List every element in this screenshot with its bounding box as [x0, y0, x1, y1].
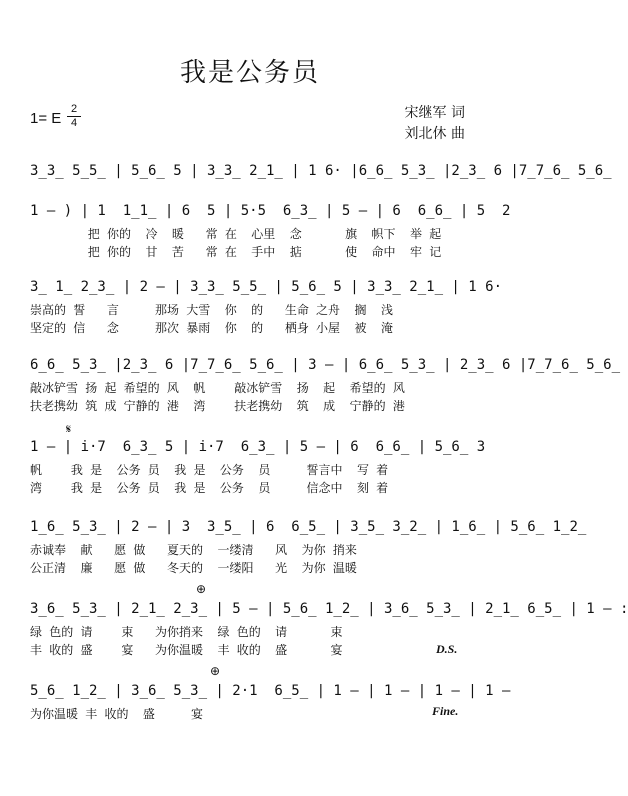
- lyric-verse-1: 绿 色的 请 束 为你捎来 绿 色的 请 束: [30, 625, 343, 639]
- lyric-verse-2: 把 你的 甘 苦 常 在 手中 掂 使 命中 牢 记: [30, 245, 442, 259]
- note-line: 5̲6̲ 1̲2̲ | 3̲6̲ 5̲3̲ | 2·1 6̲5̲ | 1 – | 1 – | 1 – | 1 –: [30, 683, 511, 699]
- note-line: 3̲ 1̲ 2̲3̲ | 2 – | 3̲3̲ 5̲5̲ | 5̲6̲ 5 | 3̲3̲ 2̲1̲ | 1 6·: [30, 279, 503, 295]
- lyric-verse-2: 公正清 廉 愿 做 冬天的 一缕阳 光 为你 温暖: [30, 561, 357, 575]
- lyric-verse-1: 帆 我 是 公务 员 我 是 公务 员 誓言中 写 着: [30, 463, 389, 477]
- time-signature-bottom: 4: [70, 117, 78, 129]
- lyricist-credit: 宋继军 词: [404, 105, 465, 121]
- lyric-verse-2: 坚定的 信 念 那次 暴雨 你 的 栖身 小屋 被 淹: [30, 321, 393, 335]
- segno-icon: 𝄋: [66, 422, 72, 436]
- ds-mark: D.S.: [436, 642, 458, 656]
- page-title: 我是公务员: [179, 58, 320, 88]
- note-line: 3̲3̲ 5̲5̲ | 5̲6̲ 5 | 3̲3̲ 2̲1̲ | 1 6· |6̲6̲ 5̲3̲ |2̲3̲ 6 |7̲7̲6̲ 5̲6̲: [30, 163, 612, 179]
- note-line: 6̲6̲ 5̲3̲ |2̲3̲ 6 |7̲7̲6̲ 5̲6̲ | 3 – | 6̲6̲ 5̲3̲ | 2̲3̲ 6 |7̲7̲6̲ 5̲6̲: [30, 357, 621, 373]
- composer-credit: 刘北休 曲: [404, 126, 465, 142]
- lyric-verse-2: 湾 我 是 公务 员 我 是 公务 员 信念中 刻 着: [30, 481, 389, 495]
- note-line: 1 – | i·7 6̲3̲ 5 | i·7 6̲3̲ | 5 – | 6 6̲6̲ | 5̲6̲ 3: [30, 439, 486, 455]
- lyric-verse-1: 把 你的 冷 暖 常 在 心里 念 旗 帜下 举 起: [30, 227, 442, 241]
- coda-icon: ⊕: [210, 664, 221, 678]
- lyric-verse-1: 敲冰铲雪 扬 起 希望的 风 帆 敲冰铲雪 扬 起 希望的 风: [30, 381, 405, 395]
- note-line: 1 – ) | 1 1̲1̲ | 6 5 | 5·5 6̲3̲ | 5 – | 6 6̲6̲ | 5 2: [30, 203, 511, 219]
- lyric-verse-1: 崇高的 誓 言 那场 大雪 你 的 生命 之舟 搁 浅: [30, 303, 393, 317]
- lyric-verse-1: 赤诚奉 献 愿 做 夏天的 一缕清 风 为你 捎来: [30, 543, 357, 557]
- time-signature: [67, 104, 81, 129]
- lyric-verse-1: 为你温暖 丰 收的 盛 宴: [30, 707, 204, 721]
- lyric-verse-2: 丰 收的 盛 宴 为你温暖 丰 收的 盛 宴: [30, 643, 343, 657]
- lyric-verse-2: 扶老携幼 筑 成 宁静的 港 湾 扶老携幼 筑 成 宁静的 港: [30, 399, 405, 413]
- note-line: 3̲6̲ 5̲3̲ | 2̲1̲ 2̲3̲ | 5 – | 5̲6̲ 1̲2̲ | 3̲6̲ 5̲3̲ | 2̲1̲ 6̲5̲ | 1 – :: [30, 601, 628, 617]
- key-signature: 1= E: [30, 110, 62, 127]
- note-line: 1̲6̲ 5̲3̲ | 2 – | 3 3̲5̲ | 6 6̲5̲ | 3̲5̲ 3̲2̲ | 1̲6̲ | 5̲6̲ 1̲2̲: [30, 519, 587, 535]
- time-signature-top: 2: [70, 103, 78, 115]
- coda-icon: ⊕: [196, 582, 207, 596]
- fine-mark: Fine.: [432, 704, 459, 718]
